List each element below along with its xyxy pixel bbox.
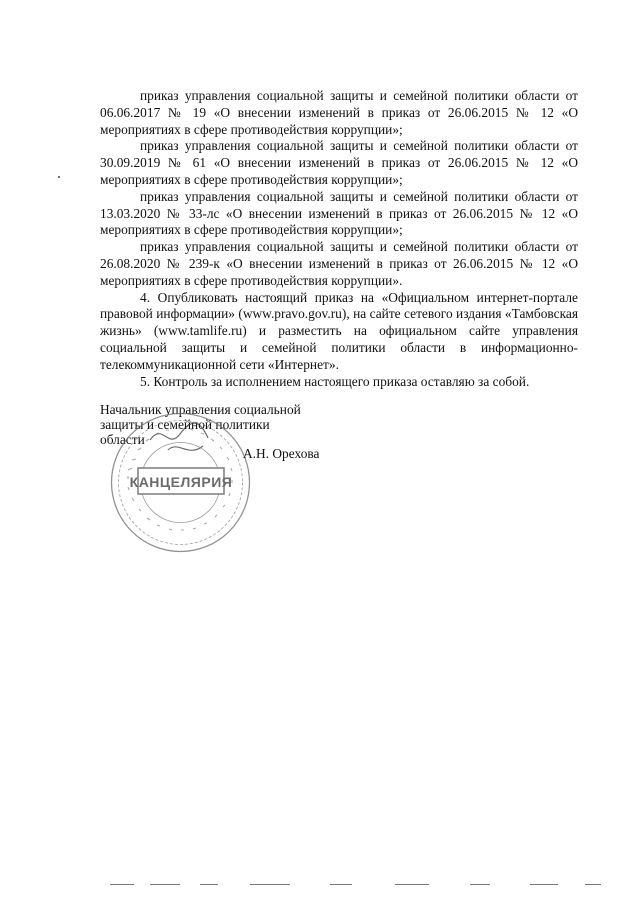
handwritten-signature	[150, 423, 208, 450]
signature-title-line-3: области	[100, 432, 145, 447]
stamp-center-text: КАНЦЕЛЯРИЯ	[129, 474, 233, 490]
paragraph-order-4: приказ управления социальной защиты и семейной политики области от 26.08.2020 № 239-к «О внесении изменений в приказ от 26.06.2015 № 12 «О мероприятиях в сфере противодействия коррупции».	[100, 239, 578, 288]
document-body	[100, 88, 578, 390]
signature-title-line-2: защиты и семейной политики	[100, 417, 270, 432]
paragraph-control: 5. Контроль за исполнением настоящего приказа оставляю за собой.	[140, 373, 530, 389]
signature-title-line-1: Начальник управления социальной	[100, 402, 301, 417]
office-seal-stamp	[108, 410, 253, 555]
signatory-name: А.Н. Орехова	[243, 446, 320, 461]
paragraph-order-1: приказ управления социальной защиты и семейной политики области от 06.06.2017 № 19 «О внесении изменений в приказ от 26.06.2015 № 12 «О мероприятиях в сфере противодействия коррупции»;	[100, 88, 578, 137]
paragraph-publish: 4. Опубликовать настоящий приказ на «Официальном интернет-портале правовой информации» (www.pravo.gov.ru), на сайте сетевого издания «Тамбовская жизнь» (www.tamlife.ru) и разместить на официальном сайте управления социальной защиты и семейной политики области в информационно-телекоммуникационной сети «Интернет».	[100, 289, 578, 372]
paragraph-order-3: приказ управления социальной защиты и семейной политики области от 13.03.2020 № 33-лс «О внесении изменений в приказ от 26.06.2015 № 12 «О мероприятиях в сфере противодействия коррупции»;	[100, 188, 578, 238]
scan-speck	[58, 176, 60, 178]
scan-bottom-marks	[0, 884, 640, 890]
paragraph-order-2: приказ управления социальной защиты и семейной политики области от 30.09.2019 № 61 «О внесении изменений в приказ от 26.06.2015 № 12 «О мероприятиях в сфере противодействия коррупции»;	[100, 138, 578, 187]
